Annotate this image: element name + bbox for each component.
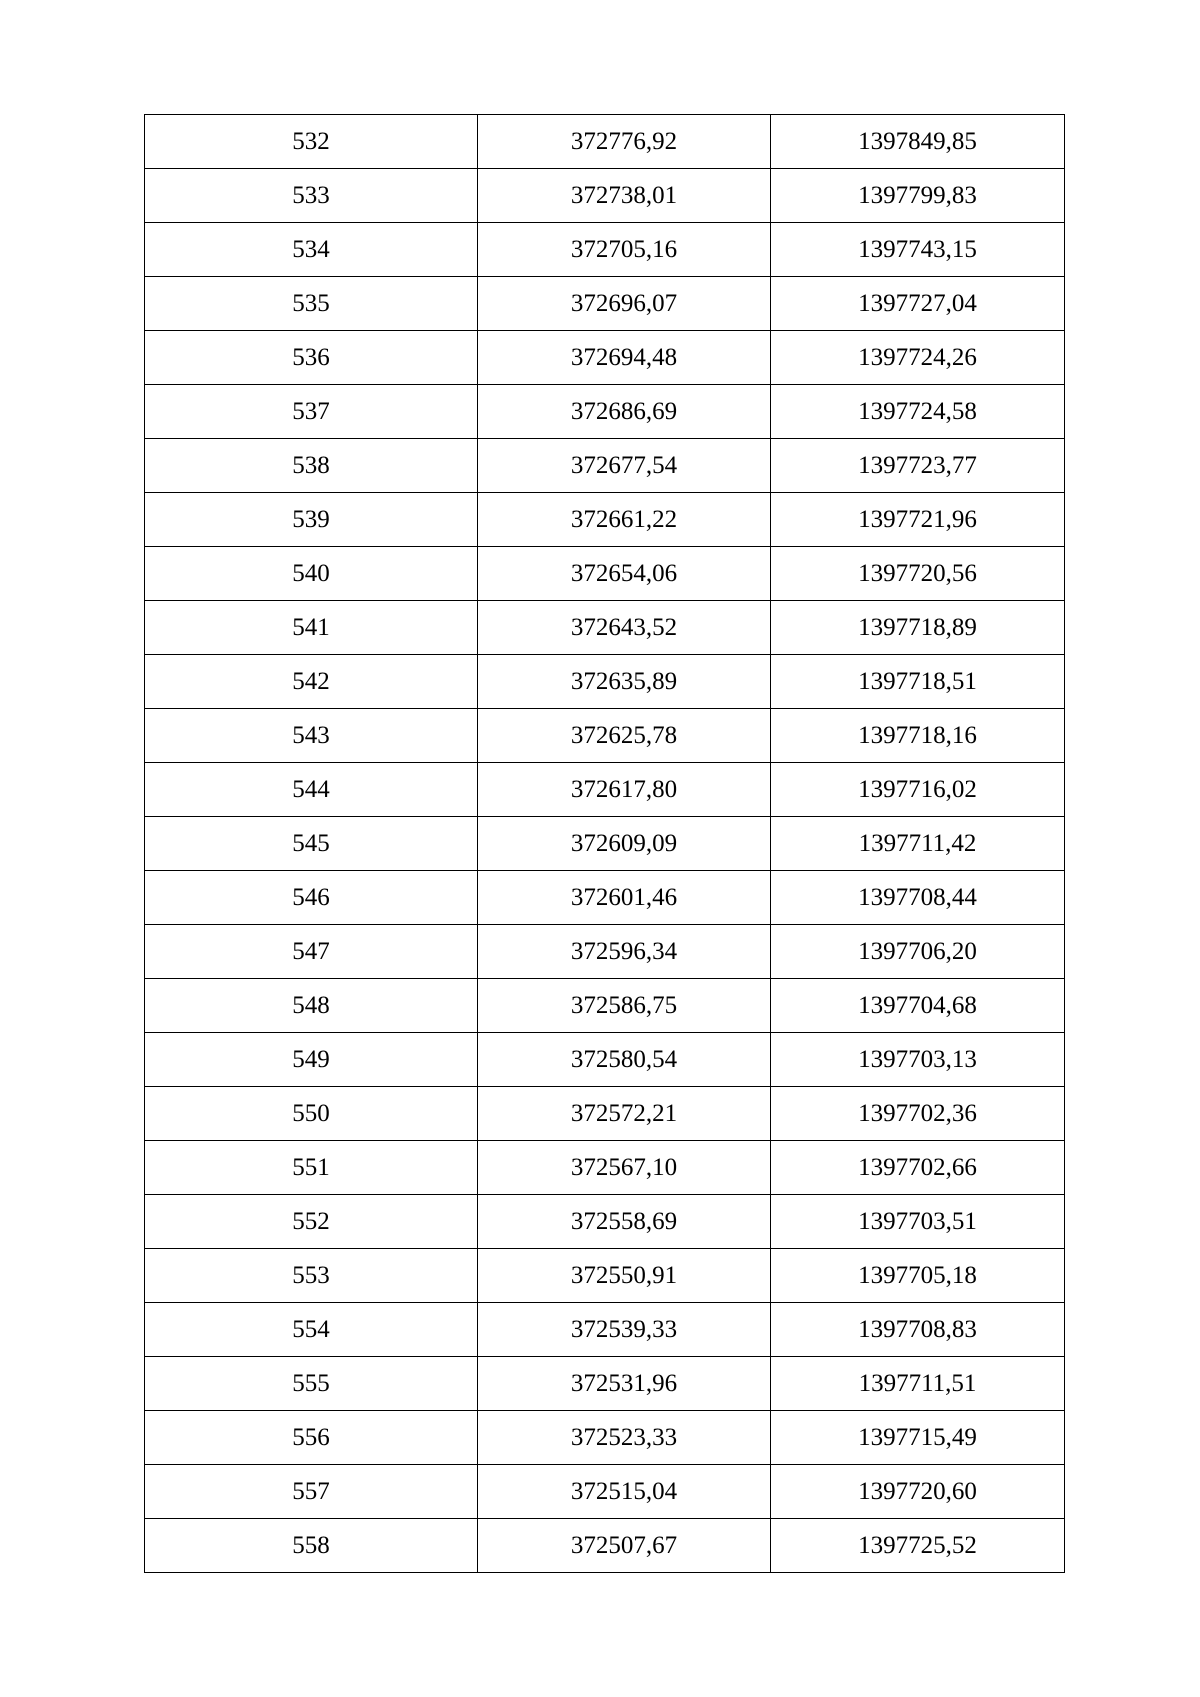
table-row [145, 1465, 1065, 1519]
point-number-cell: 547 [145, 925, 478, 979]
y-coordinate-cell: 1397702,36 [771, 1087, 1065, 1141]
point-number-cell: 558 [145, 1519, 478, 1573]
table-row [145, 1087, 1065, 1141]
x-coordinate-cell: 372515,04 [478, 1465, 771, 1519]
point-number-cell: 553 [145, 1249, 478, 1303]
x-coordinate-cell: 372531,96 [478, 1357, 771, 1411]
point-number-cell: 536 [145, 331, 478, 385]
point-number-cell: 554 [145, 1303, 478, 1357]
y-coordinate-cell: 1397849,85 [771, 115, 1065, 169]
point-number-cell: 545 [145, 817, 478, 871]
y-coordinate-cell: 1397708,83 [771, 1303, 1065, 1357]
y-coordinate-cell: 1397720,60 [771, 1465, 1065, 1519]
table-row [145, 709, 1065, 763]
x-coordinate-cell: 372738,01 [478, 169, 771, 223]
table-row [145, 385, 1065, 439]
point-number-cell: 538 [145, 439, 478, 493]
y-coordinate-cell: 1397721,96 [771, 493, 1065, 547]
point-number-cell: 542 [145, 655, 478, 709]
point-number-cell: 539 [145, 493, 478, 547]
y-coordinate-cell: 1397704,68 [771, 979, 1065, 1033]
x-coordinate-cell: 372580,54 [478, 1033, 771, 1087]
table-row [145, 1033, 1065, 1087]
table-row [145, 1141, 1065, 1195]
point-number-cell: 548 [145, 979, 478, 1033]
x-coordinate-cell: 372696,07 [478, 277, 771, 331]
table-row [145, 1519, 1065, 1573]
table-row [145, 547, 1065, 601]
x-coordinate-cell: 372654,06 [478, 547, 771, 601]
x-coordinate-cell: 372617,80 [478, 763, 771, 817]
point-number-cell: 534 [145, 223, 478, 277]
y-coordinate-cell: 1397718,51 [771, 655, 1065, 709]
point-number-cell: 537 [145, 385, 478, 439]
point-number-cell: 541 [145, 601, 478, 655]
y-coordinate-cell: 1397708,44 [771, 871, 1065, 925]
y-coordinate-cell: 1397727,04 [771, 277, 1065, 331]
y-coordinate-cell: 1397725,52 [771, 1519, 1065, 1573]
point-number-cell: 555 [145, 1357, 478, 1411]
table-row [145, 763, 1065, 817]
x-coordinate-cell: 372661,22 [478, 493, 771, 547]
table-row [145, 439, 1065, 493]
point-number-cell: 544 [145, 763, 478, 817]
y-coordinate-cell: 1397711,42 [771, 817, 1065, 871]
table-row [145, 1195, 1065, 1249]
point-number-cell: 557 [145, 1465, 478, 1519]
y-coordinate-cell: 1397718,89 [771, 601, 1065, 655]
x-coordinate-cell: 372586,75 [478, 979, 771, 1033]
y-coordinate-cell: 1397703,51 [771, 1195, 1065, 1249]
point-number-cell: 551 [145, 1141, 478, 1195]
point-number-cell: 556 [145, 1411, 478, 1465]
table-row [145, 655, 1065, 709]
point-number-cell: 552 [145, 1195, 478, 1249]
y-coordinate-cell: 1397743,15 [771, 223, 1065, 277]
x-coordinate-cell: 372507,67 [478, 1519, 771, 1573]
y-coordinate-cell: 1397711,51 [771, 1357, 1065, 1411]
x-coordinate-cell: 372558,69 [478, 1195, 771, 1249]
y-coordinate-cell: 1397718,16 [771, 709, 1065, 763]
y-coordinate-cell: 1397720,56 [771, 547, 1065, 601]
point-number-cell: 543 [145, 709, 478, 763]
point-number-cell: 549 [145, 1033, 478, 1087]
y-coordinate-cell: 1397705,18 [771, 1249, 1065, 1303]
x-coordinate-cell: 372694,48 [478, 331, 771, 385]
point-number-cell: 546 [145, 871, 478, 925]
x-coordinate-cell: 372601,46 [478, 871, 771, 925]
table-row [145, 169, 1065, 223]
table-row [145, 277, 1065, 331]
point-number-cell: 550 [145, 1087, 478, 1141]
y-coordinate-cell: 1397702,66 [771, 1141, 1065, 1195]
table-row [145, 331, 1065, 385]
y-coordinate-cell: 1397715,49 [771, 1411, 1065, 1465]
y-coordinate-cell: 1397723,77 [771, 439, 1065, 493]
x-coordinate-cell: 372550,91 [478, 1249, 771, 1303]
x-coordinate-cell: 372635,89 [478, 655, 771, 709]
point-number-cell: 535 [145, 277, 478, 331]
table-row [145, 1249, 1065, 1303]
table-row [145, 493, 1065, 547]
y-coordinate-cell: 1397724,26 [771, 331, 1065, 385]
x-coordinate-cell: 372596,34 [478, 925, 771, 979]
table-row [145, 1411, 1065, 1465]
table-row [145, 925, 1065, 979]
x-coordinate-cell: 372776,92 [478, 115, 771, 169]
table-row [145, 115, 1065, 169]
coordinates-table [144, 114, 1065, 1573]
coordinates-table-body [145, 115, 1065, 1573]
x-coordinate-cell: 372567,10 [478, 1141, 771, 1195]
table-row [145, 223, 1065, 277]
x-coordinate-cell: 372643,52 [478, 601, 771, 655]
x-coordinate-cell: 372686,69 [478, 385, 771, 439]
x-coordinate-cell: 372572,21 [478, 1087, 771, 1141]
table-row [145, 1303, 1065, 1357]
x-coordinate-cell: 372625,78 [478, 709, 771, 763]
x-coordinate-cell: 372705,16 [478, 223, 771, 277]
x-coordinate-cell: 372609,09 [478, 817, 771, 871]
point-number-cell: 532 [145, 115, 478, 169]
table-row [145, 1357, 1065, 1411]
y-coordinate-cell: 1397716,02 [771, 763, 1065, 817]
x-coordinate-cell: 372539,33 [478, 1303, 771, 1357]
table-row [145, 817, 1065, 871]
table-row [145, 979, 1065, 1033]
point-number-cell: 533 [145, 169, 478, 223]
y-coordinate-cell: 1397724,58 [771, 385, 1065, 439]
y-coordinate-cell: 1397799,83 [771, 169, 1065, 223]
point-number-cell: 540 [145, 547, 478, 601]
y-coordinate-cell: 1397703,13 [771, 1033, 1065, 1087]
table-row [145, 871, 1065, 925]
y-coordinate-cell: 1397706,20 [771, 925, 1065, 979]
x-coordinate-cell: 372523,33 [478, 1411, 771, 1465]
x-coordinate-cell: 372677,54 [478, 439, 771, 493]
table-row [145, 601, 1065, 655]
